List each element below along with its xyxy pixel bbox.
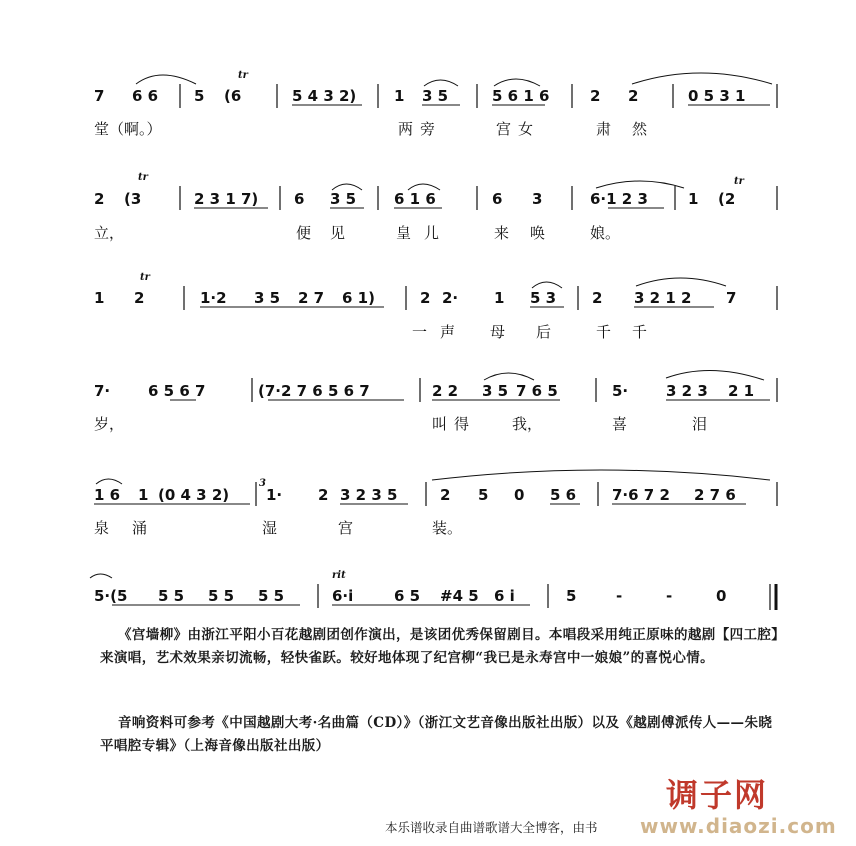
reference-paragraph xyxy=(100,712,780,758)
note-group: 6 1) xyxy=(342,289,375,307)
note-group: 0 xyxy=(514,486,525,504)
note-group: 5 6 xyxy=(550,486,577,504)
note-group: 2 xyxy=(420,289,431,307)
note-group: 7·6 7 2 xyxy=(612,486,670,504)
note-group: 5 5 xyxy=(258,587,285,605)
note-group: 5 xyxy=(566,587,577,605)
description-paragraph xyxy=(100,624,780,670)
lyric: 一 xyxy=(412,323,428,341)
note-group: (7·2 7 6 5 6 7 xyxy=(258,382,370,400)
note-group: 3 5 xyxy=(254,289,281,307)
trill-mark: tr xyxy=(140,272,150,283)
lyric: 娘。 xyxy=(590,224,621,242)
note-group: 2 xyxy=(628,87,639,105)
lyric: 装。 xyxy=(432,519,463,537)
lyric: 肃 xyxy=(596,120,612,138)
note-group: 1· xyxy=(266,486,283,504)
meter-mark: 3 xyxy=(259,478,266,489)
score-row-3 xyxy=(94,272,777,341)
lyric: 岁， xyxy=(94,415,125,433)
score-row-5 xyxy=(94,470,777,537)
note-group: 1 xyxy=(138,486,149,504)
lyric: 千 xyxy=(632,323,648,341)
lyric: 两 xyxy=(398,120,414,138)
note-group: 5 6 1 6 xyxy=(492,87,550,105)
lyric: 儿 xyxy=(424,224,440,242)
note-group: 6 xyxy=(294,190,305,208)
note-group: - xyxy=(666,587,673,605)
note-group: 3 2 3 xyxy=(666,382,708,400)
lyric: 得 xyxy=(454,415,470,433)
note-group: 2 3 1 7) xyxy=(194,190,259,208)
source-note: 本乐谱收录自曲谱歌谱大全博客，由书 xyxy=(385,820,598,835)
lyric: 堂（啊。） xyxy=(94,120,162,138)
note-group: 2 1 xyxy=(728,382,755,400)
note-group: 5 5 xyxy=(158,587,185,605)
note-group: 1 xyxy=(688,190,699,208)
note-group: 3 xyxy=(532,190,543,208)
note-group: 3 5 xyxy=(482,382,509,400)
lyric: 叫 xyxy=(432,415,448,433)
lyric: 旁 xyxy=(420,120,436,138)
lyric: 泉 xyxy=(94,519,110,537)
note-group: - xyxy=(616,587,623,605)
lyric: 湿 xyxy=(262,519,278,537)
note-group: 2 xyxy=(590,87,601,105)
note-group: 3 5 xyxy=(330,190,357,208)
note-group: 2 2 xyxy=(432,382,459,400)
note-group: 3 2 1 2 xyxy=(634,289,692,307)
note-group: 2 xyxy=(592,289,603,307)
lyric: 后 xyxy=(536,323,552,341)
lyric: 声 xyxy=(440,323,456,341)
reference-text: 音响资料可参考《中国越剧大考·名曲篇（CD）》（浙江文艺音像出版社出版）以及《越剧傅派传人——朱晓平唱腔专辑》（上海音像出版社出版） xyxy=(100,715,773,754)
lyric: 皇 xyxy=(396,224,412,242)
trill-mark: tr xyxy=(138,172,148,183)
note-group: 6·i xyxy=(332,587,354,605)
note-group: 7 xyxy=(726,289,737,307)
ritardando-mark: rit xyxy=(332,570,346,581)
lyric: 宫 xyxy=(338,519,354,537)
note-group: 5 xyxy=(478,486,489,504)
note-group: 0 xyxy=(716,587,727,605)
score-row-4 xyxy=(94,370,777,433)
lyric: 我， xyxy=(512,415,543,433)
score-row-6 xyxy=(90,570,776,610)
note-group: 1·2 xyxy=(200,289,227,307)
lyric: 见 xyxy=(330,224,346,242)
note-group: 5·(5 xyxy=(94,587,128,605)
note-group: 1 xyxy=(394,87,405,105)
description-text: 《宫墙柳》由浙江平阳小百花越剧团创作演出，是该团优秀保留剧目。本唱段采用纯正原味的越剧【四工腔】来演唱，艺术效果亲切流畅，轻快雀跃。较好地体现了纪宫柳“我已是永寿宫中一娘娘”的喜悦心情。 xyxy=(100,627,779,666)
site-logo: 调子网 xyxy=(666,776,769,814)
lyric: 唤 xyxy=(530,224,546,242)
note-group: 6 xyxy=(492,190,503,208)
lyric: 便 xyxy=(296,224,312,242)
note-group: 1 xyxy=(494,289,505,307)
note-group: 1 6 xyxy=(94,486,121,504)
lyric: 泪 xyxy=(692,415,708,433)
trill-mark: tr xyxy=(734,176,744,187)
note-group: 3 2 3 5 xyxy=(340,486,398,504)
lyric: 立， xyxy=(94,224,125,242)
note-group: 2· xyxy=(442,289,459,307)
note-group: 2 7 6 xyxy=(694,486,736,504)
note-group: #4 5 xyxy=(440,587,479,605)
note-group: 0 5 3 1 xyxy=(688,87,746,105)
note-group: 6 5 6 7 xyxy=(148,382,206,400)
lyric: 喜 xyxy=(612,415,628,433)
note-group: 2 xyxy=(94,190,105,208)
note-group: 5 4 3 2) xyxy=(292,87,357,105)
note-group: 6 5 xyxy=(394,587,421,605)
note-group: (6 xyxy=(224,87,242,105)
note-group: (2 xyxy=(718,190,736,208)
lyric: 然 xyxy=(632,120,648,138)
lyric: 千 xyxy=(596,323,612,341)
note-group: 3 5 xyxy=(422,87,449,105)
score-row-2 xyxy=(94,172,777,242)
lyric: 涌 xyxy=(132,519,148,537)
note-group: 7 6 5 xyxy=(516,382,558,400)
note-group: 2 xyxy=(318,486,329,504)
note-group: 2 7 xyxy=(298,289,325,307)
note-group: 6 1 6 xyxy=(394,190,436,208)
note-group: 1 xyxy=(94,289,105,307)
lyric: 母 xyxy=(490,323,506,341)
lyric: 宫 xyxy=(496,120,512,138)
note-group: 5 xyxy=(194,87,205,105)
trill-mark: tr xyxy=(238,70,248,81)
note-group: 5· xyxy=(612,382,629,400)
lyric: 女 xyxy=(518,120,534,138)
note-group: 6 i xyxy=(494,587,515,605)
watermark-url: www.diaozi.com xyxy=(640,814,837,838)
note-group: 7 xyxy=(94,87,105,105)
note-group: 5 5 xyxy=(208,587,235,605)
note-group: 7· xyxy=(94,382,111,400)
note-group: 6 6 xyxy=(132,87,159,105)
lyric: 来 xyxy=(494,224,510,242)
note-group: 2 xyxy=(134,289,145,307)
score-row-1 xyxy=(94,70,777,138)
note-group: (3 xyxy=(124,190,142,208)
note-group: 6·1 2 3 xyxy=(590,190,648,208)
note-group: 2 xyxy=(440,486,451,504)
note-group: (0 4 3 2) xyxy=(158,486,230,504)
note-group: 5 3 xyxy=(530,289,557,307)
